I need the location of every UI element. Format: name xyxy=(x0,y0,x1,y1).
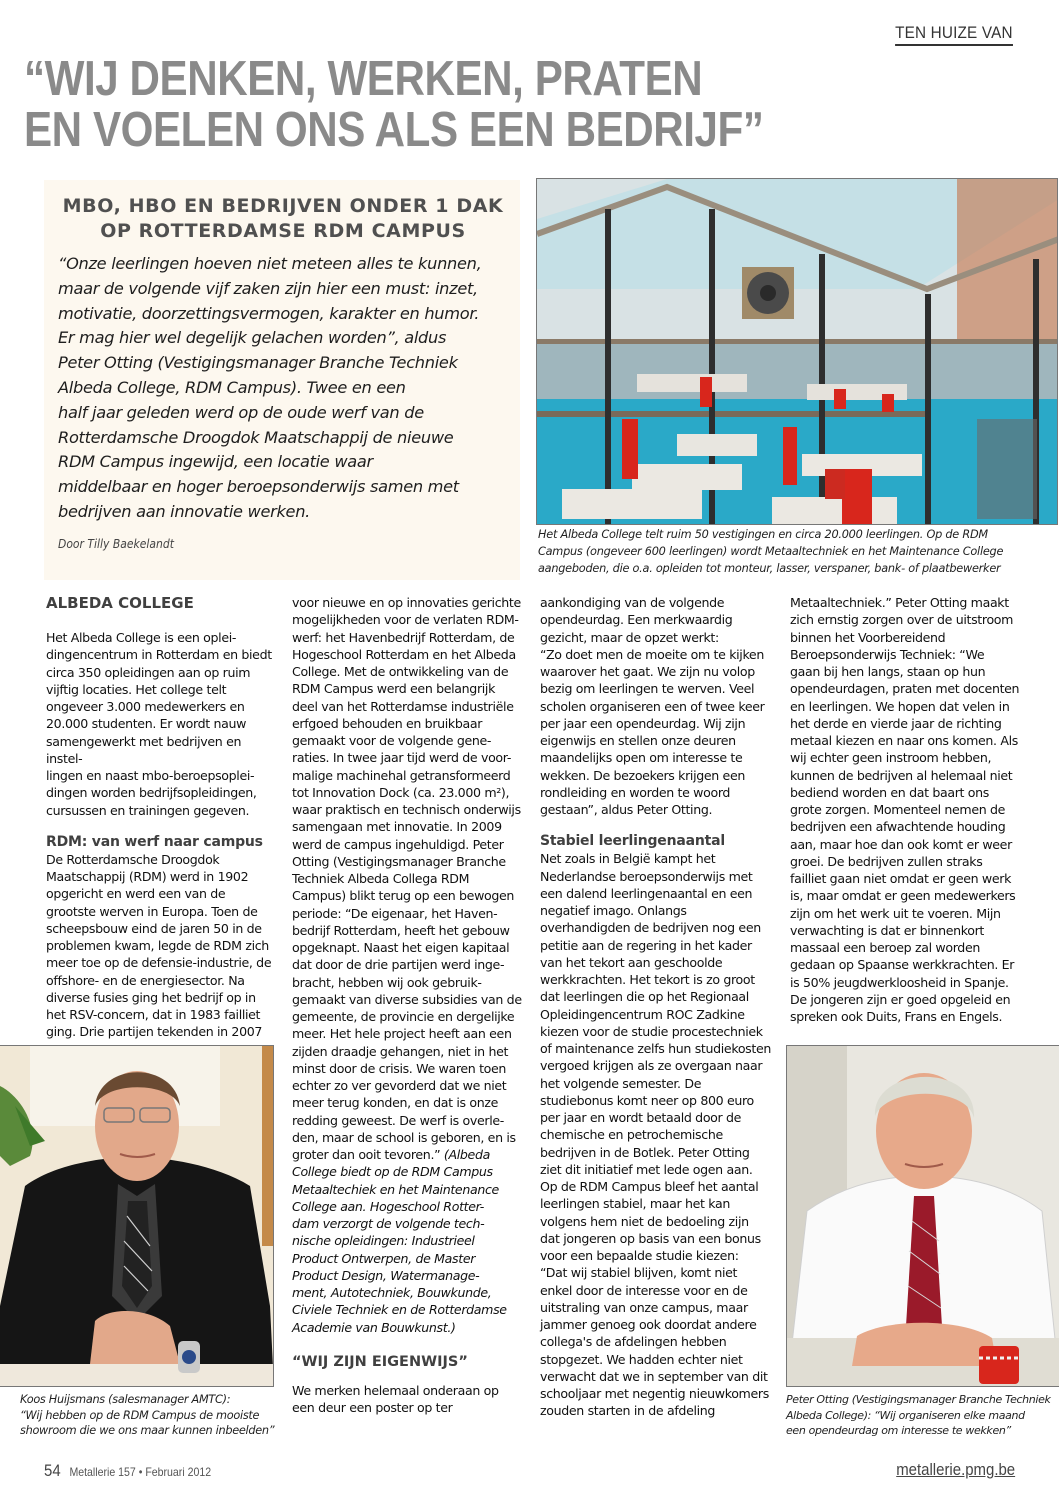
text-line: half jaar geleden werd op de oude werf van de xyxy=(58,402,424,422)
column-2-paragraph xyxy=(292,594,530,1146)
text-line: gemeente, de provincie en dergelijke xyxy=(292,1009,515,1024)
text-line: middelbaar en hoger beroepsonderwijs samen met xyxy=(58,477,459,497)
text-line: dam verzorgt de volgende tech- xyxy=(292,1216,485,1231)
text-line: stopgezet. We hadden echter niet xyxy=(540,1351,743,1367)
text-line: Metaaltechniek.” Peter Otting maakt xyxy=(790,595,1009,610)
column-4 xyxy=(790,594,1040,1025)
text-line: Peter Otting (Vestigingsmanager Branche Techniek xyxy=(786,1393,1051,1406)
text-line: College. Met de ontwikkeling van de xyxy=(292,664,509,679)
text-line: opendeurdag. Een merkwaardig xyxy=(540,612,733,628)
text-line: binnen het Voorbereidend xyxy=(790,629,946,645)
text-line: Product Ontwerpen, de Master xyxy=(292,1250,476,1266)
text-line: deel van het Rotterdamse industriële xyxy=(292,698,514,714)
text-line: echter zo ver gevorderd dat we niet xyxy=(292,1078,507,1093)
text-line: malige machinehal getransformeerd xyxy=(292,767,511,783)
text-line: We merken helemaal onderaan op xyxy=(292,1382,499,1398)
text-line: massaal een beroep zal worden xyxy=(790,940,980,955)
text-line: werkkrachten. Het tekort is zo groot xyxy=(540,972,755,987)
text-line: Civiele Techniek en de Rotterdamse xyxy=(292,1302,507,1318)
text-line: dat door de drie partijen werd inge- xyxy=(292,957,505,973)
text-line: Net zoals in België kampt het xyxy=(540,851,716,867)
text-line: aan, maar hoe dan ook komt er weer xyxy=(790,836,1012,852)
text-line: is 50% jeugdwerkloosheid in Spanje. xyxy=(790,974,1009,990)
headline-line-1: “WIJ DENKEN, WERKEN, PRATEN xyxy=(24,52,703,106)
text-line: is, maar omdat er geen medewerkers xyxy=(790,888,1016,904)
text-line: zijn om het werk uit te voeren. Mijn xyxy=(790,905,1001,921)
text-line: Het Albeda College is een oplei- xyxy=(46,630,237,645)
eigenwijs-paragraph xyxy=(292,1382,530,1417)
peter-otting-photo xyxy=(786,1045,1059,1387)
headline xyxy=(24,52,764,157)
section-heading-eigenwijs: “WIJ ZIJN EIGENWIJS” xyxy=(292,1353,468,1370)
koos-huijsmans-photo xyxy=(0,1045,274,1387)
text-line: meer terug konden, en dat is onze xyxy=(292,1095,498,1111)
intro-box xyxy=(44,180,520,580)
text-line: “Zo doet men de moeite om te kijken xyxy=(540,646,764,662)
intro-text xyxy=(58,252,508,525)
text-line: zouden starten in de afdeling xyxy=(540,1403,716,1419)
text-line: dingencentrum in Rotterdam en biedt xyxy=(46,647,272,663)
quote-end-text: groter dan ooit tevoren.” xyxy=(292,1147,444,1162)
text-line: Maatschappij (RDM) werd in 1902 xyxy=(46,869,249,884)
text-line: bedrijven in de Botlek. Peter Otting xyxy=(540,1144,750,1160)
text-line: opgeknapt. Naast het eigen kapitaal xyxy=(292,940,510,955)
text-line: schooljaar met negentig nieuwkomers xyxy=(540,1386,769,1401)
text-line: gaan bij hen langs, staan op hun xyxy=(790,664,986,679)
text-line: ging. Drie partijen tekenden in 2007 xyxy=(46,1024,263,1040)
footer-left xyxy=(44,1461,211,1481)
text-line: dat jongeren op basis van een bonus xyxy=(540,1230,761,1246)
text-line: aankondiging van de volgende xyxy=(540,595,725,610)
intro-title-line: OP ROTTERDAMSE RDM CAMPUS xyxy=(100,220,466,242)
text-line: Er mag hier wel degelijk gelachen worden”, aldus xyxy=(58,328,447,348)
text-line: volgens hem niet de bedoeling zijn xyxy=(540,1213,749,1229)
text-line: gestaan”, aldus Peter Otting. xyxy=(540,802,713,817)
text-line: chemische en petrochemische xyxy=(540,1127,723,1143)
subheading-stabiel: Stabiel leerlingenaantal xyxy=(540,833,725,850)
text-line: College aan. Hogeschool Rotter- xyxy=(292,1198,484,1214)
text-line: opgericht en werd een van de xyxy=(46,886,226,902)
text-line: “Wij hebben op de RDM Campus de mooiste xyxy=(20,1408,260,1422)
text-line: petitie aan de regering in het kader xyxy=(540,937,752,953)
text-line: studiebonus komt neer op 800 euro xyxy=(540,1092,754,1108)
stabiel-paragraph xyxy=(540,850,780,1419)
headline-line-2: EN VOELEN ONS ALS EEN BEDRIJF” xyxy=(24,103,764,157)
text-line: enkel door de interesse voor en de xyxy=(540,1282,748,1298)
text-line: showroom die we ons maar kunnen inbeelden” xyxy=(20,1424,275,1437)
text-line: Techniek Albeda Collega RDM xyxy=(292,871,470,886)
column-2 xyxy=(292,594,530,1416)
text-line: minst door de crisis. We waren toen xyxy=(292,1060,507,1076)
text-line: per jaar een opendeurdag. Wij zijn xyxy=(540,715,746,731)
text-line: periode: “De eigenaar, het Haven- xyxy=(292,905,498,921)
text-line: bedrijven aan innovatie werken. xyxy=(58,501,311,521)
peter-otting-caption xyxy=(786,1392,1059,1439)
text-line: Campus (ongeveer 600 leerlingen) wordt Metaaltechniek en het Maintenance College xyxy=(538,545,1004,558)
text-line: van het tekort aan geschoolde xyxy=(540,954,723,970)
text-line: kunnen de bedrijven al helemaal niet xyxy=(790,767,1013,783)
text-line: De jongeren zijn er goed opgeleid en xyxy=(790,991,1011,1007)
text-line: bezig om leerlingen te werven. Veel xyxy=(540,681,755,697)
text-line: raties. In twee jaar tijd werd de voor- xyxy=(292,750,512,766)
text-line: werd de campus ingehuldigd. Peter xyxy=(292,836,504,852)
subheading-rdm: RDM: van werf naar campus xyxy=(46,833,263,850)
intro-title xyxy=(58,194,508,244)
text-line: RDM Campus ingewijd, een locatie waar xyxy=(58,452,373,472)
text-line: scholen organiseren een of twee keer xyxy=(540,698,765,714)
text-line: offshore- en de energiesector. Na xyxy=(46,972,245,988)
text-line: wekken. De bezoekers krijgen een xyxy=(540,767,745,783)
text-line: waarover het gaat. We zijn nu volop xyxy=(540,664,755,679)
text-line: bediend worden en dat baart ons xyxy=(790,784,989,800)
text-line: eigenwijs en stellen onze deuren xyxy=(540,733,736,748)
text-line: voor nieuwe en op innovaties gerichte xyxy=(292,595,521,610)
page-number: 54 xyxy=(44,1461,61,1480)
text-line: uitstraling van onze campus, maar xyxy=(540,1299,748,1315)
text-line: kiezen voor de studie procestechniek xyxy=(540,1023,763,1039)
intro-title-line: MBO, HBO EN BEDRIJVEN ONDER 1 DAK xyxy=(62,195,504,217)
text-line: een dalend leerlingenaantal en een xyxy=(540,885,753,901)
text-line: collega's de afdelingen hebben xyxy=(540,1334,727,1350)
text-line: scheepsbouw eind de jaren 50 in de xyxy=(46,920,262,936)
text-line: overhandigden de bedrijven nog een xyxy=(540,920,761,936)
text-line: meer. Het hele project heeft aan een xyxy=(292,1026,512,1042)
text-line: Peter Otting (Vestigingsmanager Branche Techniek xyxy=(58,353,458,373)
text-line: werf: het Havenbedrijf Rotterdam, de xyxy=(292,629,515,645)
text-line: cursussen en trainingen gegeven. xyxy=(46,802,250,818)
text-line: grote zorgen. Momenteel nemen de xyxy=(790,802,1006,817)
text-line: erfgoed behouden en bruikbaar xyxy=(292,715,483,731)
section-tag: TEN HUIZE VAN xyxy=(895,22,1013,46)
text-line: problemen kwam, legde de RDM zich xyxy=(46,938,269,953)
text-line: gezicht, maar de opzet werkt: xyxy=(540,629,719,645)
text-line: RDM Campus werd een belangrijk xyxy=(292,681,496,697)
text-line: Hogeschool Rotterdam en het Albeda xyxy=(292,646,516,662)
text-line: dat leerlingen die op het Regionaal xyxy=(540,989,749,1005)
workshop-photo-image xyxy=(537,179,1058,525)
text-line: verwacht dat we in september van dit xyxy=(540,1368,768,1384)
text-line: maar de volgende vijf zaken zijn hier een must: inzet, xyxy=(58,278,478,298)
koos-huijsmans-caption xyxy=(20,1392,290,1439)
text-line: bracht, hebben wij ook gebruik- xyxy=(292,974,482,990)
text-line: groei. De bedrijven zullen straks xyxy=(790,853,983,869)
text-line: Rotterdamsche Droogdok Maatschappij de nieuwe xyxy=(58,427,454,447)
text-line: leerlingen stabiel, maar het kan xyxy=(540,1196,730,1212)
text-line: mogelijkheden voor de verlaten RDM- xyxy=(292,612,519,628)
text-line: tot Innovation Dock (ca. 23.000 m²), xyxy=(292,784,510,800)
text-line: nische opleidingen: Industrieel xyxy=(292,1233,475,1249)
column-3 xyxy=(540,594,780,1420)
text-line: meer toe op de defensie-industrie, de xyxy=(46,955,272,971)
text-line: het derde en vierde jaar de richting xyxy=(790,715,1002,731)
text-line: samengewerkt met bedrijven en instel- xyxy=(46,733,242,766)
text-line: Het Albeda College telt ruim 50 vestigingen en circa 20.000 leerlingen. Op de RDM xyxy=(538,528,988,541)
text-line: het RSV-concern, dat in 1983 failliet xyxy=(46,1007,261,1022)
text-line: een deur een poster op ter xyxy=(292,1400,453,1415)
text-line: Opleidingencentrum ROC Zadkine xyxy=(540,1006,745,1022)
text-line: ongeveer 3.000 medewerkers en xyxy=(46,699,245,714)
text-line: dingen worden bedrijfsopleidingen, xyxy=(46,785,257,801)
byline: Door Tilly Baekelandt xyxy=(58,536,174,551)
text-line: Beroepsonderwijs Techniek: “We xyxy=(790,646,985,662)
text-line: ziet dit initiatief met lede ogen aan. xyxy=(540,1161,753,1177)
text-line: aangeboden, die o.a. opleiden tot monteur, lasser, verspaner, bank- of plaatbewerker xyxy=(538,562,1001,575)
website-link[interactable]: metallerie.pmg.be xyxy=(896,1460,1015,1479)
text-line: motivatie, doorzettingsvermogen, karakter en humor. xyxy=(58,303,480,323)
publication-info: Metallerie 157 • Februari 2012 xyxy=(69,1465,212,1479)
text-line: rondleiding en worden te woord xyxy=(540,784,731,800)
text-line: vijftig locaties. Het college telt xyxy=(46,681,227,697)
text-line: College biedt op de RDM Campus xyxy=(292,1164,493,1180)
text-line: redding geweest. De werf is overle- xyxy=(292,1112,504,1128)
text-line: metaal kiezen en naar ons komen. Als xyxy=(790,733,1018,748)
albeda-paragraph xyxy=(46,629,280,819)
text-line: circa 350 opleidingen aan op ruim xyxy=(46,664,251,680)
workshop-photo-caption xyxy=(538,526,1058,577)
text-line: Otting (Vestigingsmanager Branche xyxy=(292,853,506,869)
column-4-paragraph xyxy=(790,594,1040,1025)
section-heading-albeda: ALBEDA COLLEGE xyxy=(46,594,194,612)
text-line: Product Design, Watermanage- xyxy=(292,1267,480,1283)
text-line: 20.000 studenten. Er wordt nauw xyxy=(46,716,247,732)
italic-note-start: (Albeda xyxy=(443,1147,490,1162)
column-1 xyxy=(46,593,280,1041)
text-line: het volgende semester. De xyxy=(540,1075,702,1091)
text-line: jammer genoeg ook doordat andere xyxy=(540,1317,757,1332)
text-line: failliet gaan niet omdat er geen werk xyxy=(790,871,1012,886)
text-line: en leerlingen. We hopen dat velen in xyxy=(790,698,1010,714)
text-line: bedrijven een afwachtende houding xyxy=(790,819,1006,835)
text-line: of maintenance zelfs hun studiekosten xyxy=(540,1041,772,1056)
text-line: “Onze leerlingen hoeven niet meteen alles te kunnen, xyxy=(58,254,482,273)
text-line: diverse fusies ging het bedrijf op in xyxy=(46,989,256,1005)
text-line: vergoed krijgen als ze overgaan naar xyxy=(540,1058,763,1074)
text-line: per jaar en wordt betaald door de xyxy=(540,1110,742,1125)
text-line: Campus) blikt terug op een bewogen xyxy=(292,888,515,904)
text-line: waar praktisch en technisch onderwijs xyxy=(292,802,521,817)
text-line: Nederlandse beroepsonderwijs met xyxy=(540,868,753,884)
text-line: Op de RDM Campus bleef het aantal xyxy=(540,1179,759,1194)
text-line: spreken ook Duits, Frans en Engels. xyxy=(790,1009,1003,1024)
text-line: De Rotterdamsche Droogdok xyxy=(46,851,220,867)
text-line: ment, Autotechniek, Bouwkunde, xyxy=(292,1285,492,1300)
italic-note xyxy=(292,1163,530,1336)
text-line: Albeda College, RDM Campus). Twee en een xyxy=(58,377,406,397)
text-line: gemaakt voor de volgende gene- xyxy=(292,733,492,748)
text-line: negatief imago. Onlangs xyxy=(540,903,687,918)
text-line: lingen en naast mbo-beroepsoplei- xyxy=(46,768,255,783)
text-line: den, maar de school is geboren, en is xyxy=(292,1129,516,1145)
text-line: opendeurdagen, praten met docenten xyxy=(790,681,1020,697)
workshop-photo xyxy=(536,178,1058,525)
text-line: grootste werven in Europa. Toen de xyxy=(46,903,258,919)
text-line: wij echter geen instroom hebben, xyxy=(790,750,992,766)
text-line: gemaakt van diverse subsidies van de xyxy=(292,991,522,1007)
text-line: verwachting is dat er binnenkort xyxy=(790,922,985,938)
text-line: Koos Huijsmans (salesmanager AMTC): xyxy=(20,1393,231,1406)
text-line: maandelijks open om interesse te xyxy=(540,750,743,766)
text-line: gedaan op Spaanse werkkrachten. Er xyxy=(790,957,1015,973)
peter-otting-portrait xyxy=(787,1046,1059,1387)
text-line: Metaaltechiek en het Maintenance xyxy=(292,1181,499,1197)
opendeurdag-paragraph xyxy=(540,594,780,818)
text-line: zijden draadje gehangen, niet in het xyxy=(292,1043,509,1059)
mixed-line xyxy=(292,1146,530,1163)
koos-huijsmans-portrait xyxy=(0,1046,274,1387)
text-line: Academie van Bouwkunst.) xyxy=(292,1319,456,1335)
text-line: bedrijf Rotterdam, heeft het gebouw xyxy=(292,922,510,938)
text-line: voor een bepaalde studie kiezen: xyxy=(540,1248,739,1263)
rdm-paragraph xyxy=(46,851,280,1041)
text-line: zich ernstig zorgen over de uitstroom xyxy=(790,612,1014,628)
text-line: “Dat wij stabiel blijven, komt niet xyxy=(540,1265,738,1281)
text-line: Albeda College): “Wij organiseren elke maand xyxy=(786,1408,1025,1422)
text-line: een opendeurdag om interesse te wekken” xyxy=(786,1424,1011,1437)
text-line: samengaan met innovatie. In 2009 xyxy=(292,819,502,835)
